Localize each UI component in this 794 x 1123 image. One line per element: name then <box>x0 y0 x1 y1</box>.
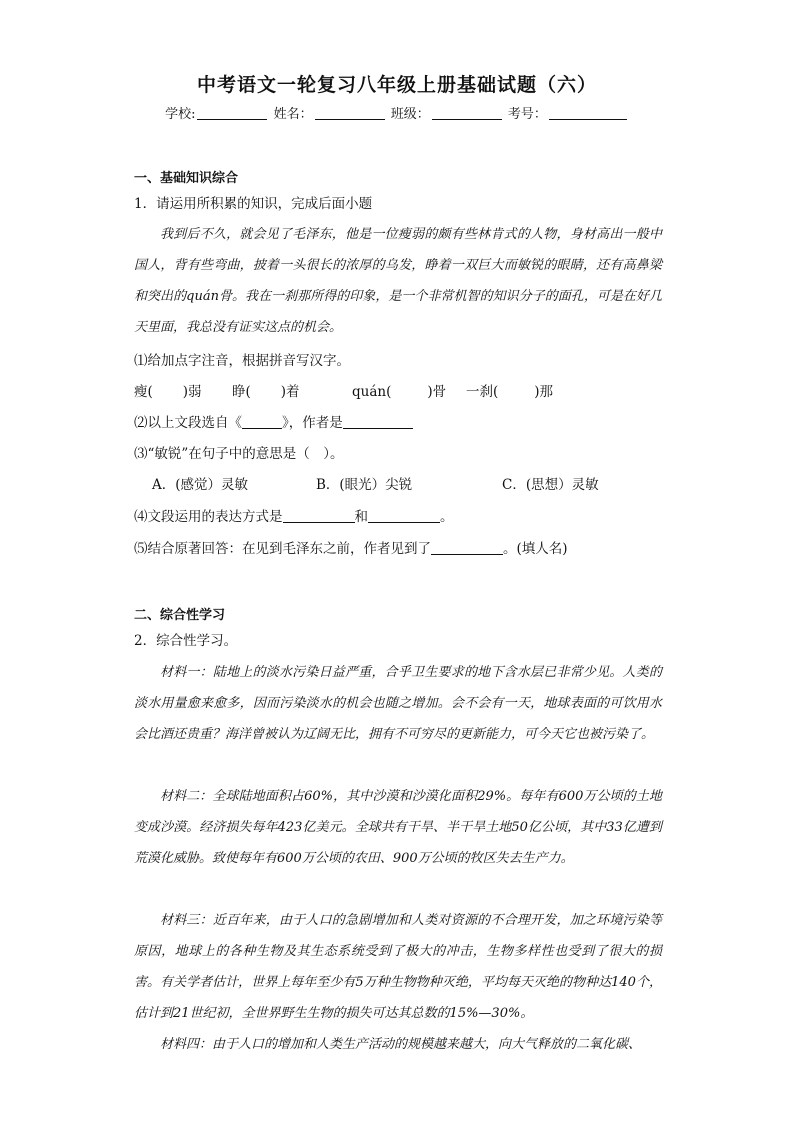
material-3: 材料三：近百年来，由于人口的急剧增加和人类对资源的不合理开发，加之环境污染等原因，地球上的各种生物及其生态系统受到了极大的冲击，生物多样性也受到了很大的损害。有关学者估计，世界上每年至少有5万种生物物种灭绝，平均每天灭绝的物种达140个，估计到21世纪初，全世界野生生物的损失可达其总数的15%—30%。 <box>134 913 662 1021</box>
option-b[interactable]: B．(眼光）尖锐 <box>316 477 413 493</box>
expression-blank-1[interactable] <box>283 509 355 523</box>
section-heading-1: 一、基础知识综合 <box>134 171 239 186</box>
sub-question-1: ⑴给加点字注音，根据拼音写汉字。 <box>134 353 350 369</box>
school-label: 学校: <box>165 107 196 122</box>
option-a[interactable]: A．(感觉）灵敏 <box>152 477 249 493</box>
material-2: 材料二：全球陆地面积占60%，其中沙漠和沙漠化面积29%。每年有600万公顷的土地变成沙漠。经济损失每年423亿美元。全球共有干旱、半干旱土地50亿公顷，其中33亿遭到荒漠化威胁。致使每年有600万公顷的农田、900万公顷的牧区失去生产力。 <box>134 789 662 866</box>
school-blank[interactable] <box>197 107 267 120</box>
expression-blank-2[interactable] <box>368 509 440 523</box>
name-blank[interactable] <box>315 107 385 120</box>
class-blank[interactable] <box>432 107 502 120</box>
section-heading-2: 二、综合性学习 <box>134 608 226 623</box>
author-blank[interactable] <box>343 415 413 429</box>
pinyin-item-3: quán( )骨 <box>352 384 447 400</box>
question-1-stem: 1．请运用所积累的知识，完成后面小题 <box>134 196 373 212</box>
pinyin-item-2: 睁( )着 <box>232 384 300 400</box>
material-4: 材料四：由于人口的增加和人类生产活动的规模越来越大，向大气释放的二氧化碳、 <box>160 1037 642 1052</box>
student-info-line <box>0 103 794 122</box>
page-title: 中考语文一轮复习八年级上册基础试题（六） <box>196 74 597 96</box>
person-name-blank[interactable] <box>431 541 503 555</box>
question-2-stem: 2．综合性学习。 <box>134 633 238 649</box>
sub-question-4: ⑷文段运用的表达方式是 和 。 <box>134 509 454 525</box>
class-label: 班级： <box>390 107 430 122</box>
name-label: 姓名： <box>273 107 313 122</box>
book-title-blank[interactable] <box>242 415 282 429</box>
sub-question-2: ⑵以上文段选自《 》，作者是 <box>134 411 413 431</box>
exam-no-blank[interactable] <box>549 107 627 120</box>
option-c[interactable]: C．(思想）灵敏 <box>502 477 599 493</box>
sub-question-5: ⑸结合原著回答：在见到毛泽东之前，作者见到了 。(填人名) <box>134 541 568 557</box>
sub-question-3: ⑶“敏锐”在句子中的意思是（ ）。 <box>134 446 344 462</box>
reading-passage: 我到后不久，就会见了毛泽东，他是一位瘦弱的颇有些林肯式的人物，身材高出一般中国人，背有些弯曲，披着一头很长的浓厚的乌发，睁着一双巨大而敏锐的眼睛，还有高鼻梁和突出的quán骨。我在一刹那所得的印象，是一个非常机智的知识分子的面孔，可是在好几天里面，我总没有证实这点的机会。 <box>134 227 662 335</box>
pinyin-item-4: 一刹( )那 <box>466 384 554 400</box>
material-1: 材料一：陆地上的淡水污染日益严重，合乎卫生要求的地下含水层已非常少见。人类的淡水用量愈来愈多，因而污染淡水的机会也随之增加。会不会有一天，地球表面的可饮用水会比酒还贵重？海洋曾被认为辽阔无比，拥有不可穷尽的更新能力，可今天它也被污染了。 <box>134 665 662 742</box>
exam-no-label: 考号： <box>507 107 547 122</box>
pinyin-item-1: 瘦( )弱 <box>134 384 202 400</box>
